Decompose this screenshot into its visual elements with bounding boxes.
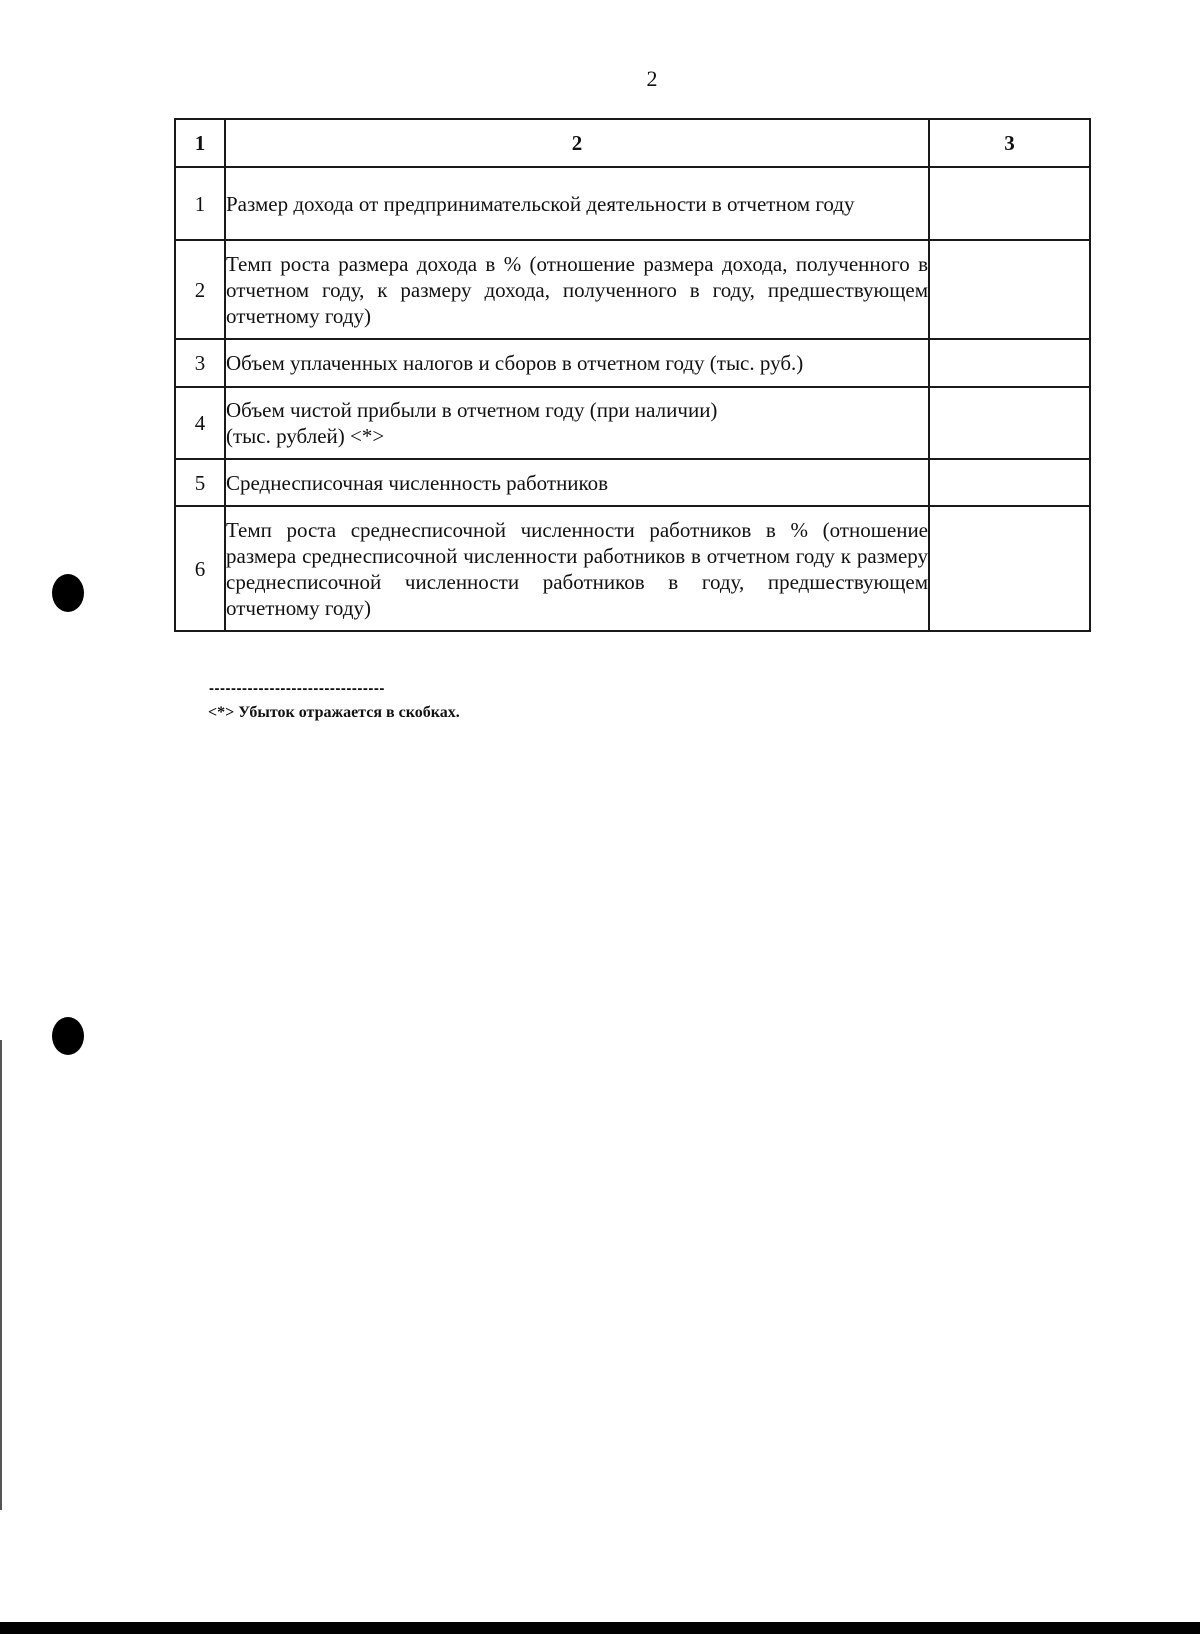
table-row <box>175 339 1090 387</box>
row-description <box>225 387 929 459</box>
punch-hole-mark <box>52 574 84 612</box>
row-description: Объем уплаченных налогов и сборов в отчетном году (тыс. руб.) <box>225 339 929 387</box>
punch-hole-mark <box>52 1017 84 1055</box>
row-value-cell <box>929 506 1090 631</box>
row-number: 4 <box>175 387 225 459</box>
row-description-line: Объем чистой прибыли в отчетном году (при наличии) <box>226 398 718 422</box>
scan-edge-line <box>0 1040 2 1510</box>
row-value-cell <box>929 387 1090 459</box>
table-header-row <box>175 119 1090 167</box>
footnote-separator: -------------------------------- <box>209 680 385 697</box>
table-row <box>175 506 1090 631</box>
footnote-text: <*> Убыток отражается в скобках. <box>208 704 460 721</box>
row-value-cell <box>929 459 1090 506</box>
table-row <box>175 167 1090 240</box>
row-number: 1 <box>175 167 225 240</box>
row-description: Среднесписочная численность работников <box>225 459 929 506</box>
page-number: 2 <box>646 66 658 91</box>
row-description-line: (тыс. рублей) <*> <box>226 424 385 448</box>
row-value-cell <box>929 167 1090 240</box>
table-row <box>175 459 1090 506</box>
row-description: Темп роста размера дохода в % (отношение размера дохода, полученного в отчетном году, к размеру дохода, полученного в году, предшествующем отчетному году) <box>225 240 929 339</box>
row-value-cell <box>929 240 1090 339</box>
header-cell: 1 <box>175 119 225 167</box>
indicators-table <box>174 118 1091 632</box>
table-row <box>175 387 1090 459</box>
header-cell: 3 <box>929 119 1090 167</box>
scan-bottom-border <box>0 1622 1200 1634</box>
row-description: Размер дохода от предпринимательской деятельности в отчетном году <box>225 167 929 240</box>
header-cell: 2 <box>225 119 929 167</box>
row-number: 3 <box>175 339 225 387</box>
row-number: 6 <box>175 506 225 631</box>
row-description: Темп роста среднесписочной численности работников в % (отношение размера среднесписочной численности работников в отчетном году к размеру среднесписочной численности работников в году, предшествующем отчетному году) <box>225 506 929 631</box>
row-value-cell <box>929 339 1090 387</box>
row-number: 2 <box>175 240 225 339</box>
row-number: 5 <box>175 459 225 506</box>
table-row <box>175 240 1090 339</box>
